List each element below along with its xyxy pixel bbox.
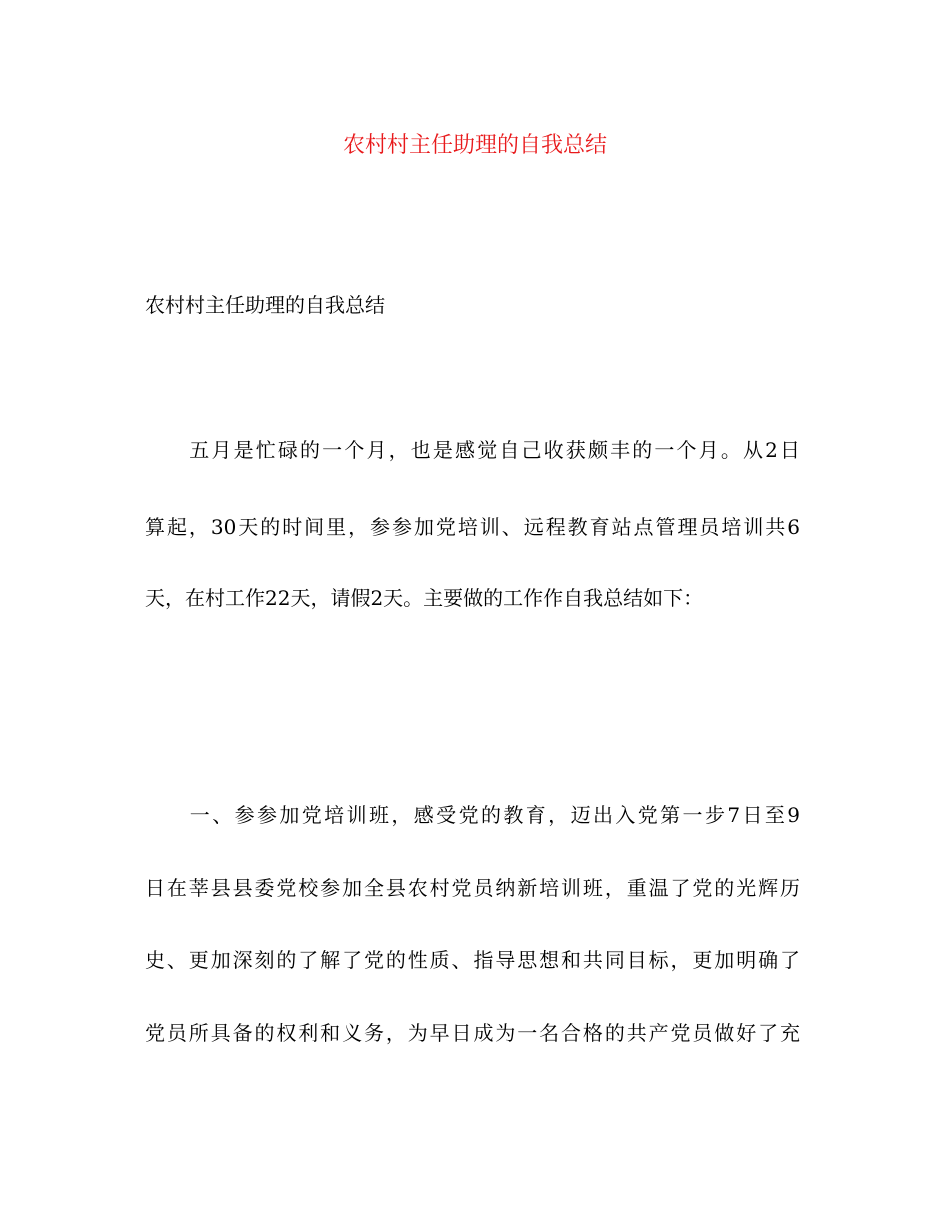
paragraph-2-line-1: 一、参参加党培训班，感受党的教育，迈出入党第一步7日至9	[145, 803, 800, 827]
paragraph-2-line-4: 党员所具备的权利和义务，为早日成为一名合格的共产党员做好了充	[145, 1021, 800, 1045]
paragraph-2-line-2: 日在莘县县委党校参加全县农村党员纳新培训班，重温了党的光辉历	[145, 876, 800, 900]
paragraph-1-line-2: 算起，30天的时间里，参参加党培训、远程教育站点管理员培训共6	[145, 515, 800, 539]
paragraph-1-line-1: 五月是忙碌的一个月，也是感觉自己收获颇丰的一个月。从2日	[145, 438, 800, 462]
paragraph-2-line-3: 史、更加深刻的了解了党的性质、指导思想和共同目标，更加明确了	[145, 948, 800, 972]
paragraph-1-line-3: 天，在村工作22天，请假2天。主要做的工作作自我总结如下：	[145, 586, 704, 610]
document-subtitle: 农村村主任助理的自我总结	[145, 293, 385, 317]
document-title: 农村村主任助理的自我总结	[342, 133, 607, 158]
